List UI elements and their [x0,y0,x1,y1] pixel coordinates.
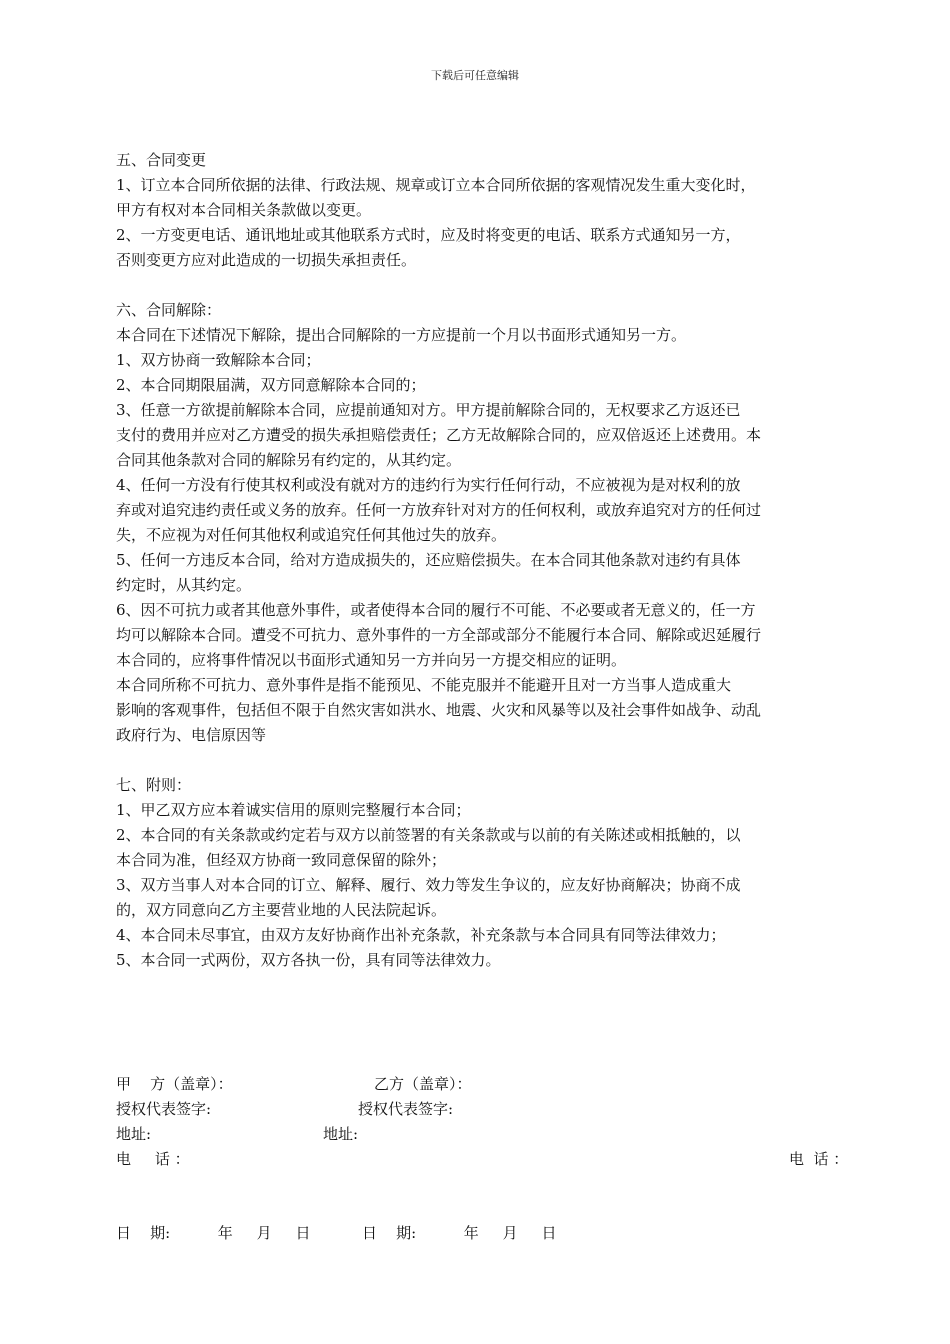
paragraph-line: 均可以解除本合同。遭受不可抗力、意外事件的一方全部或部分不能履行本合同、解除或迟延履行 [116,626,762,644]
paragraph-line: 支付的费用并应对乙方遭受的损失承担赔偿责任；乙方无故解除合同的，应双倍返还上述费用。本 [116,426,762,444]
paragraph-line: 本合同为准，但经双方协商一致同意保留的除外； [116,851,447,869]
paragraph-line: 5、本合同一式两份，双方各执一份，具有同等法律效力。 [116,951,501,969]
paragraph-line: 的，双方同意向乙方主要营业地的人民法院起诉。 [116,901,447,919]
paragraph-line: 1、双方协商一致解除本合同； [116,351,321,369]
paragraph-line: 否则变更方应对此造成的一切损失承担责任。 [116,251,417,269]
page-header-note: 下载后可任意编辑 [431,69,519,82]
paragraph-line: 4、任何一方没有行使其权利或没有就对方的违约行为实行任何行动，不应被视为是对权利的放 [116,476,741,494]
paragraph-line: 2、本合同的有关条款或约定若与双方以前签署的有关条款或与以前的有关陈述或相抵触的，以 [116,826,741,844]
party-b-phone-label: 电 话 ： [789,1150,849,1168]
party-b-seal-label: 乙方（盖章）： [374,1075,472,1093]
paragraph-line: 本合同所称不可抗力、意外事件是指不能预见、不能克服并不能避开且对一方当事人造成重大 [116,676,732,694]
paragraph-line: 2、本合同期限届满，双方同意解除本合同的； [116,376,426,394]
paragraph-line: 失，不应视为对任何其他权利或追究任何其他过失的放弃。 [116,526,507,544]
paragraph-line: 3、任意一方欲提前解除本合同，应提前通知对方。甲方提前解除合同的，无权要求乙方返还已 [116,401,741,419]
party-a-seal-label: 甲 方（盖章）： [116,1075,233,1093]
party-b-address-label: 地址: [323,1125,359,1143]
party-a-date-label: 日 期: 年 月 日 [116,1224,311,1242]
paragraph-line: 4、本合同未尽事宜，由双方友好协商作出补充条款，补充条款与本合同具有同等法律效力； [116,926,726,944]
paragraph-line: 1、订立本合同所依据的法律、行政法规、规章或订立本合同所依据的客观情况发生重大变化时， [116,176,756,194]
section-title: 六、合同解除： [116,301,222,319]
paragraph-line: 合同其他条款对合同的解除另有约定的，从其约定。 [116,451,462,469]
paragraph-line: 本合同的，应将事件情况以书面形式通知另一方并向另一方提交相应的证明。 [116,651,627,669]
party-a-address-label: 地址: [116,1125,152,1143]
party-a-phone-label: 电 话 ： [116,1150,190,1168]
paragraph-line: 本合同在下述情况下解除，提出合同解除的一方应提前一个月以书面形式通知另一方。 [116,326,687,344]
paragraph-line: 甲方有权对本合同相关条款做以变更。 [116,201,372,219]
paragraph-line: 1、甲乙双方应本着诚实信用的原则完整履行本合同； [116,801,471,819]
section-title: 五、合同变更 [116,151,207,169]
paragraph-line: 6、因不可抗力或者其他意外事件，或者使得本合同的履行不可能、不必要或者无意义的，任一方 [116,601,756,619]
paragraph-line: 约定时，从其约定。 [116,576,252,594]
party-a-rep-label: 授权代表签字: [116,1100,212,1118]
paragraph-line: 影响的客观事件，包括但不限于自然灾害如洪水、地震、火灾和风暴等以及社会事件如战争、动乱 [116,701,762,719]
paragraph-line: 政府行为、电信原因等 [116,726,267,744]
paragraph-line: 3、双方当事人对本合同的订立、解释、履行、效力等发生争议的，应友好协商解决；协商不成 [116,876,741,894]
party-b-rep-label: 授权代表签字: [358,1100,454,1118]
paragraph-line: 2、一方变更电话、通讯地址或其他联系方式时，应及时将变更的电话、联系方式通知另一方， [116,226,741,244]
paragraph-line: 弃或对追究违约责任或义务的放弃。任何一方放弃针对对方的任何权利，或放弃追究对方的任何过 [116,501,762,519]
party-b-date-label: 日 期: 年 月 日 [362,1224,557,1242]
paragraph-line: 5、任何一方违反本合同，给对方造成损失的，还应赔偿损失。在本合同其他条款对违约有具体 [116,551,741,569]
section-title: 七、附则： [116,776,192,794]
